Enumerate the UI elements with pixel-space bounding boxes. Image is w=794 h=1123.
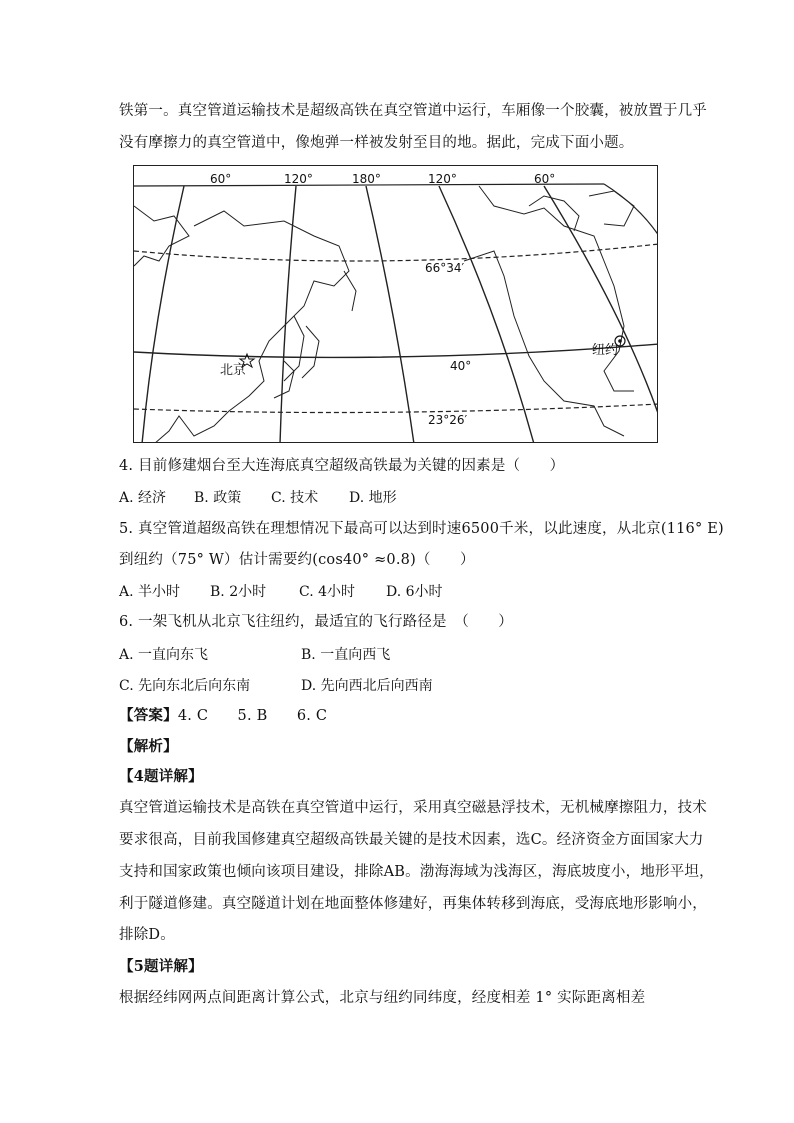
q4-option-d: D. 地形 [349, 490, 397, 506]
lon-label-120e: 120° [284, 172, 313, 186]
answer-row [119, 706, 679, 726]
q5-option-c: C. 4小时 [299, 584, 356, 600]
lon-label-180: 180° [352, 172, 381, 186]
meridian-120e [280, 186, 296, 443]
q6-option-c: C. 先向东北后向东南 [119, 678, 251, 694]
question-6-stem: 6. 一架飞机从北京飞往纽约，最适宜的飞行路径是 （ ） [119, 614, 513, 630]
q4-option-a: A. 经济 [119, 490, 167, 506]
q4-detail-line-2: 要求很高，目前我国修建真空超级高铁最关键的是技术因素，选C。经济资金方面国家大力 [119, 832, 704, 848]
q4-detail-label: 【4题详解】 [119, 768, 203, 785]
intro-line-2: 没有摩擦力的真空管道中，像炮弹一样被发射至目的地。据此，完成下面小题。 [119, 135, 634, 151]
lat-label-tropic: 23°26′ [428, 413, 468, 427]
lon-label-120w: 120° [428, 172, 457, 186]
q5-detail-line-1: 根据经纬网两点间距离计算公式，北京与纽约同纬度，经度相差 1° 实际距离相差 [119, 990, 646, 1006]
answer-text: 4. C 5. B 6. C [177, 708, 328, 724]
analysis-label: 【解析】 [119, 738, 178, 755]
q5-option-d: D. 6小时 [386, 584, 443, 600]
meridian-60e [142, 186, 184, 443]
newyork-label: 纽约 [592, 343, 619, 358]
question-5-stem: 5. 真空管道超级高铁在理想情况下最高可以达到时速6500千米，以此速度，从北京(116° E) [119, 521, 724, 537]
world-map-figure [133, 165, 658, 443]
lon-label-60w: 60° [534, 172, 556, 186]
beijing-label: 北京 [220, 363, 247, 378]
meridian-180 [366, 186, 414, 443]
q5-option-b: B. 2小时 [210, 584, 267, 600]
q4-detail-line-4: 利于隧道修建。真空隧道计划在地面整体修建好，再集体转移到海底，受海底地形影响小， [119, 896, 707, 912]
meridian-120w [439, 186, 534, 443]
q6-option-b: B. 一直向西飞 [301, 647, 391, 663]
q5-detail-label: 【5题详解】 [119, 958, 203, 975]
q4-option-c: C. 技术 [271, 490, 319, 506]
q4-detail-line-1: 真空管道运输技术是高铁在真空管道中运行，采用真空磁悬浮技术，无机械摩擦阻力，技术 [119, 800, 707, 816]
lat-label-40n: 40° [450, 359, 472, 373]
q4-detail-line-5: 排除D。 [119, 927, 175, 943]
question-5-stem-2: 到纽约（75° W）估计需要约(cos40° ≈0.8)（ ） [119, 552, 475, 568]
map-graticule [134, 166, 658, 443]
question-4-stem: 4. 目前修建烟台至大连海底真空超级高铁最为关键的因素是（ ） [119, 458, 565, 474]
q6-option-d: D. 先向西北后向西南 [301, 678, 433, 694]
meridian-60w [544, 186, 658, 416]
intro-line-1: 铁第一。真空管道运输技术是超级高铁在真空管道中运行，车厢像一个胶囊，被放置于几乎 [119, 103, 707, 119]
lat-label-arctic: 66°34′ [425, 261, 465, 275]
q5-option-a: A. 半小时 [119, 584, 181, 600]
q4-option-b: B. 政策 [194, 490, 242, 506]
parallel-tropic-cancer [134, 404, 658, 413]
answer-label: 【答案】 [119, 707, 178, 724]
q4-detail-line-3: 支持和国家政策也倾向该项目建设，排除AB。渤海海域为浅海区，海底坡度小，地形平坦， [119, 864, 714, 880]
continent-outlines [134, 186, 634, 443]
lon-label-60e: 60° [210, 172, 232, 186]
parallel-40n [134, 344, 658, 357]
q6-option-a: A. 一直向东飞 [119, 647, 209, 663]
